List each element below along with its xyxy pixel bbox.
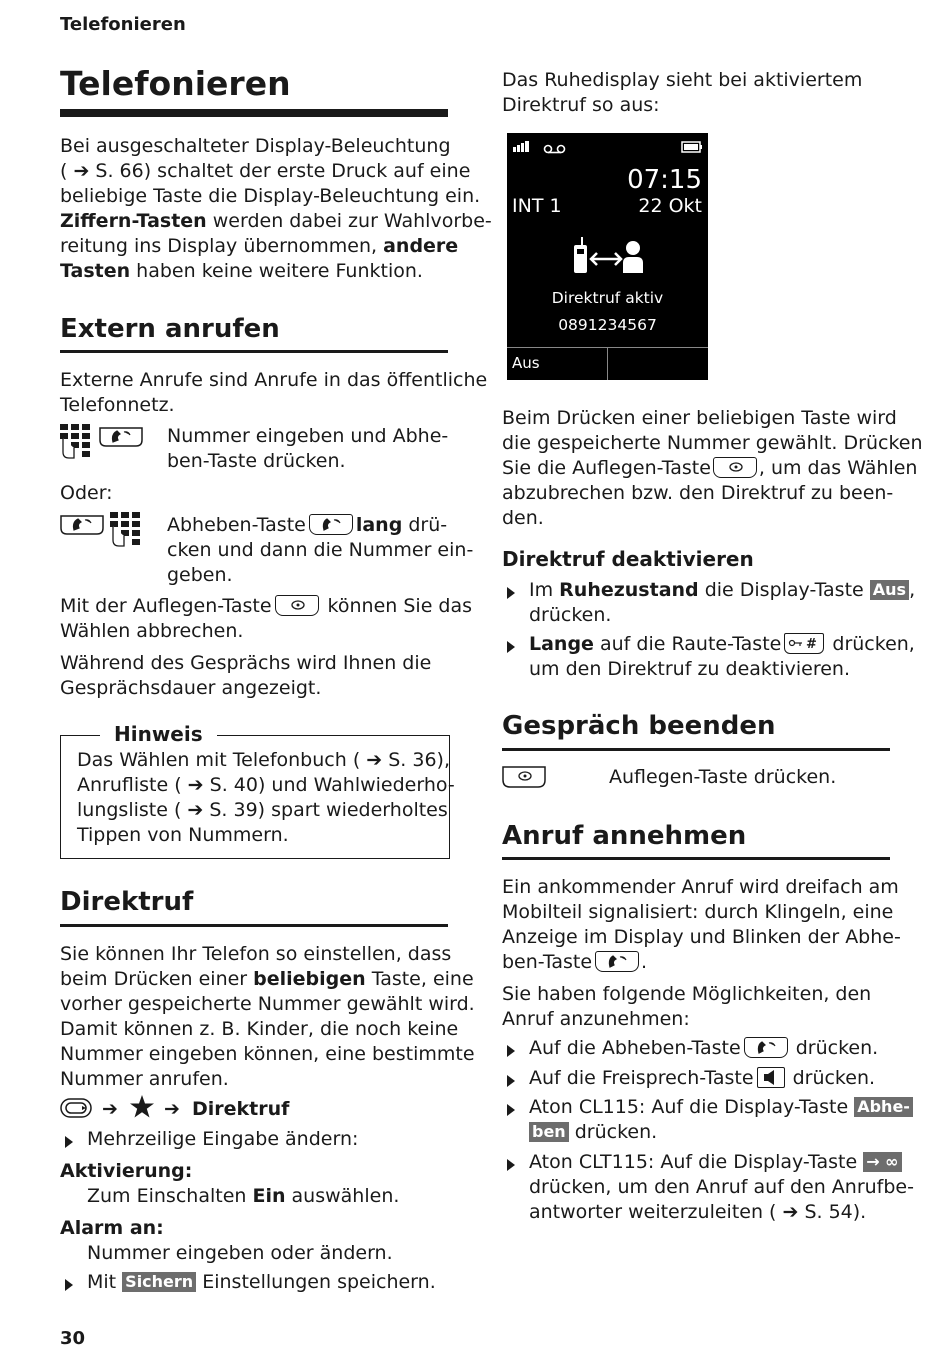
extern-step2: Abheben-Taste lang drü- cken und dann die Nummer ein- geben. [167,514,474,586]
svg-text:#: # [806,637,818,652]
clock-time: 07:15 [627,165,702,195]
bullet-text: Aton CL115: Auf die Display-Taste Abhe- ben drücken. [529,1095,913,1145]
alarm-label: Alarm an: [60,1217,164,1239]
annehmen-paragraph: Ein ankommender Anruf wird dreifach am Mobilteil signalisiert: durch Klingeln, eine Anzeige im Display und Blinken der Abhe- ben-Taste . [502,876,901,973]
bullet-text: Mit Sichern Einstellungen speichern. [87,1271,436,1293]
beenden-text: Auflegen-Taste drücken. [609,766,837,788]
bullet-icon [65,1276,73,1295]
intro-paragraph [60,134,492,284]
section-rule [60,350,448,353]
extern-paragraph-2: Mit der Auflegen-Taste können Sie das Wählen abbrechen. [60,595,473,642]
section-heading-annehmen: Anruf annehmen [502,821,747,851]
aktivierung-text: Zum Einschalten Ein auswählen. [87,1185,400,1207]
off-hook-key-icon [309,514,353,535]
direct-call-icon [571,235,643,279]
intro-line: Bei ausgeschalteter Display-Beleuchtung [60,135,451,157]
softkey-divider [607,347,608,380]
intro-line: reitung ins Display übernommen, andere [60,235,459,257]
on-hook-key-icon [502,765,546,793]
section-rule [502,857,890,860]
keypad-icon [110,512,144,552]
menu-path-direktruf: Direktruf [192,1098,290,1120]
bullet-text: Mehrzeilige Eingabe ändern: [87,1128,359,1150]
signal-icon [513,138,531,157]
battery-icon [681,138,703,157]
off-hook-key-icon [595,951,639,972]
star-icon [129,1094,155,1123]
bullet-text: Lange auf die Raute-Taste # drücken, um den Direktruf zu deaktivieren. [529,633,915,680]
bullet-text: Auf die Freisprech-Taste drücken. [529,1067,876,1089]
display-intro: Das Ruhedisplay sieht bei aktiviertem Direktruf so aus: [502,69,863,116]
section-heading-beenden: Gespräch beenden [502,711,776,741]
page-title: Telefonieren [60,64,291,103]
voicemail-icon [543,139,567,158]
intro-line: Tasten haben keine weitere Funktion. [60,260,423,282]
hash-key-icon [784,633,824,654]
intro-line: ( ➔ S. 66) schaltet der erste Druck auf eine [60,160,471,182]
arrow-icon: ➔ [102,1098,118,1120]
softkey-abheben: Abhe- [854,1097,913,1117]
arrow-icon: ➔ [164,1098,180,1120]
annehmen-paragraph-2: Sie haben folgende Möglichkeiten, den Anruf anzunehmen: [502,983,872,1030]
note-title: Hinweis [100,721,217,747]
extern-paragraph-3: Während des Gesprächs wird Ihnen die Gesprächsdauer angezeigt. [60,652,432,699]
off-hook-key-icon [99,426,143,452]
section-rule [502,748,890,751]
bullet-icon [507,1101,515,1120]
softkey-abheben: ben [529,1122,569,1142]
bullet-text: Im Ruhezustand die Display-Taste Aus , drücken. [529,579,916,626]
section-heading-direktruf: Direktruf [60,887,194,917]
direct-call-status: Direktruf aktiv [551,289,664,307]
off-hook-key-icon [744,1037,788,1058]
on-hook-key-icon [275,595,319,616]
bullet-text: Aton CLT115: Auf die Display-Taste → ∞ drücken, um den Anruf auf den Anrufbe- antworter weiterzuleiten ( ➔ S. 54). [529,1151,914,1223]
note-text: Das Wählen mit Telefonbuch ( ➔ S. 36), Anrufliste ( ➔ S. 40) und Wahlwiederho- lungsliste ( ➔ S. 39) spart wiederholtes Tippen von Nummern. [77,749,455,846]
after-display-paragraph: Beim Drücken einer beliebigen Taste wird die gespeicherte Nummer gewählt. Drücken Sie die Auflegen-Taste , um das Wählen abzubrechen bzw. den Direktruf zu been- den. [502,407,923,529]
off-hook-key-icon [60,514,104,540]
bullet-icon [507,1072,515,1091]
extern-step1: Nummer eingeben und Abhe- ben-Taste drücken. [167,425,449,472]
softkey-aus[interactable]: Aus [512,354,540,372]
bullet-icon [507,638,515,657]
phone-display [507,133,708,380]
bullet-icon [507,1042,515,1061]
section-heading-extern: Extern anrufen [60,314,280,344]
direktruf-paragraph: Sie können Ihr Telefon so einstellen, dass beim Drücken einer beliebigen Taste, eine vorher gespeicherte Nummer gewählt wird. Damit können z. B. Kinder, die noch keine Nummer eingeben können, eine bestimmte Nummer anrufen. [60,943,475,1090]
on-hook-key-icon [713,457,757,478]
title-rule [60,109,448,117]
extern-paragraph: Externe Anrufe sind Anrufe in das öffentliche Telefonnetz. [60,369,488,416]
subheading-deaktivieren: Direktruf deaktivieren [502,547,754,571]
bullet-icon [507,1156,515,1175]
direct-call-number: 0891234567 [558,316,657,334]
int-label: INT 1 [512,195,562,217]
aktivierung-label: Aktivierung: [60,1160,193,1182]
intro-line: Ziffern-Tasten werden dabei zur Wahlvorbe- [60,210,492,232]
speaker-key-icon [757,1067,785,1088]
softkey-sichern: Sichern [122,1272,196,1292]
softkey-answering-machine: → ∞ [863,1152,901,1172]
menu-key-icon [60,1097,92,1123]
oder-label: Oder: [60,482,113,504]
bullet-text: Auf die Abheben-Taste drücken. [529,1037,879,1059]
bullet-icon [507,584,515,603]
date-label: 22 Okt [638,195,702,217]
section-rule [60,924,448,927]
softkey-aus: Aus [870,580,909,600]
bullet-icon [65,1133,73,1152]
page-number: 30 [60,1328,86,1349]
intro-line: beliebige Taste die Display-Beleuchtung ein. [60,185,481,207]
keypad-icon [60,424,94,464]
running-title: Telefonieren [60,14,186,35]
alarm-text: Nummer eingeben oder ändern. [87,1242,393,1264]
